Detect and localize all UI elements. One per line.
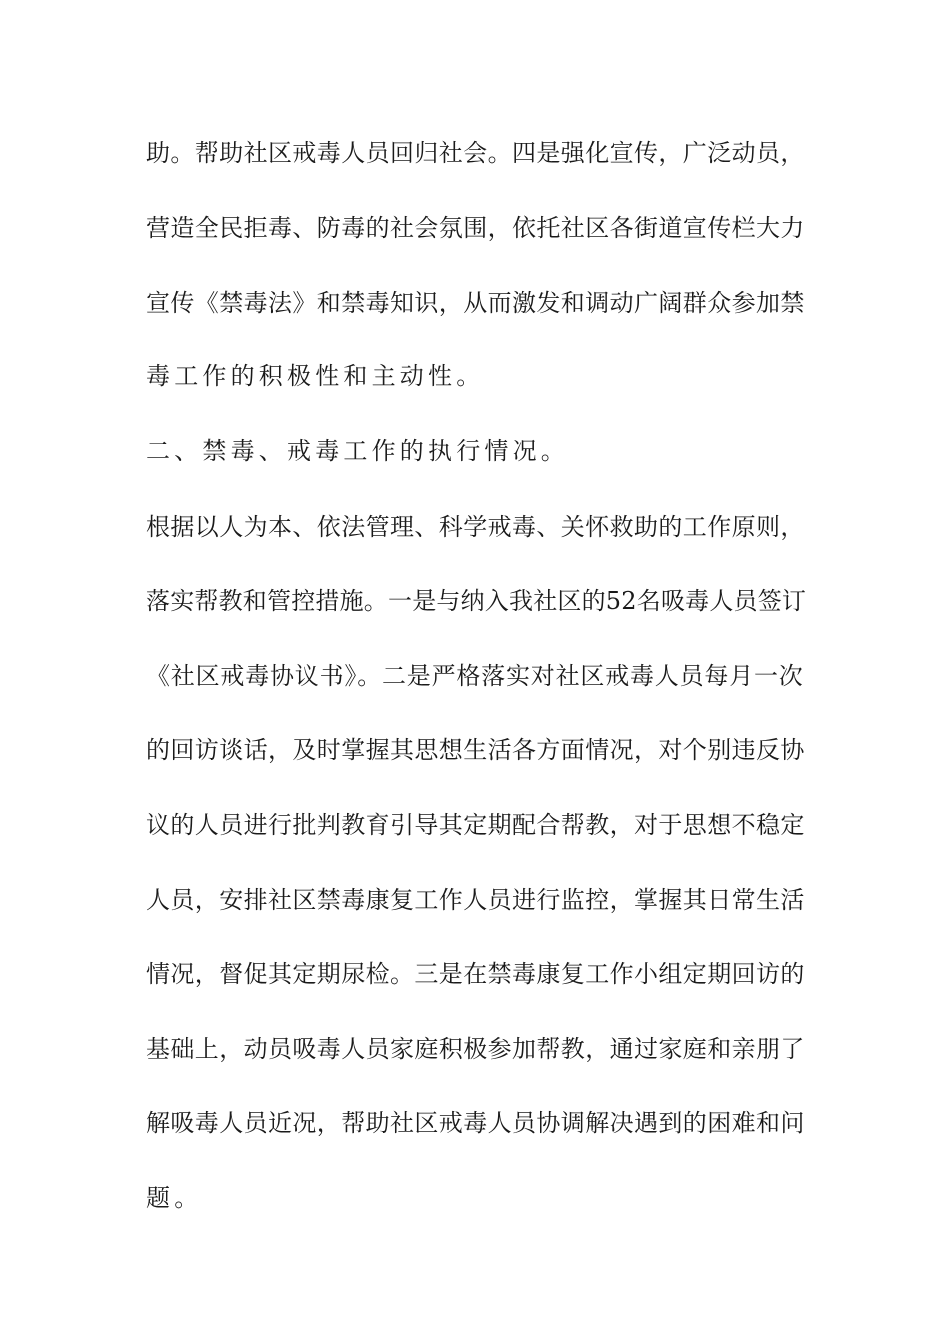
- text-line-3: 宣传《禁毒法》和禁毒知识，从而激发和调动广阔群众参加禁: [146, 289, 805, 317]
- text-line-1: 助。帮助社区戒毒人员回归社会。四是强化宣传，广泛动员，: [146, 139, 805, 167]
- text-line-4: 毒工作的积极性和主动性。: [146, 362, 485, 390]
- text-line-14: 解吸毒人员近况，帮助社区戒毒人员协调解决遇到的困难和问: [146, 1109, 805, 1137]
- text-line-6: 根据以人为本、依法管理、科学戒毒、关怀救助的工作原则，: [146, 513, 805, 541]
- text-line-10: 议的人员进行批判教育引导其定期配合帮教，对于思想不稳定: [146, 811, 805, 839]
- text-line-8: 《社区戒毒协议书》。二是严格落实对社区戒毒人员每月一次: [146, 662, 804, 690]
- text-line-2: 营造全民拒毒、防毒的社会氛围，依托社区各街道宣传栏大力: [146, 214, 805, 242]
- text-line-11: 人员，安排社区禁毒康复工作人员进行监控，掌握其日常生活: [146, 886, 805, 914]
- text-line-7: 落实帮教和管控措施。一是与纳入我社区的52名吸毒人员签订: [146, 587, 807, 615]
- text-line-12: 情况，督促其定期尿检。三是在禁毒康复工作小组定期回访的: [146, 960, 805, 988]
- text-line-15: 题。: [146, 1184, 203, 1212]
- text-line-9: 的回访谈话，及时掌握其思想生活各方面情况，对个别违反协: [146, 736, 805, 764]
- section-heading: 二、禁毒、戒毒工作的执行情况。: [146, 437, 569, 465]
- text-line-13: 基础上，动员吸毒人员家庭积极参加帮教，通过家庭和亲朋了: [146, 1035, 805, 1063]
